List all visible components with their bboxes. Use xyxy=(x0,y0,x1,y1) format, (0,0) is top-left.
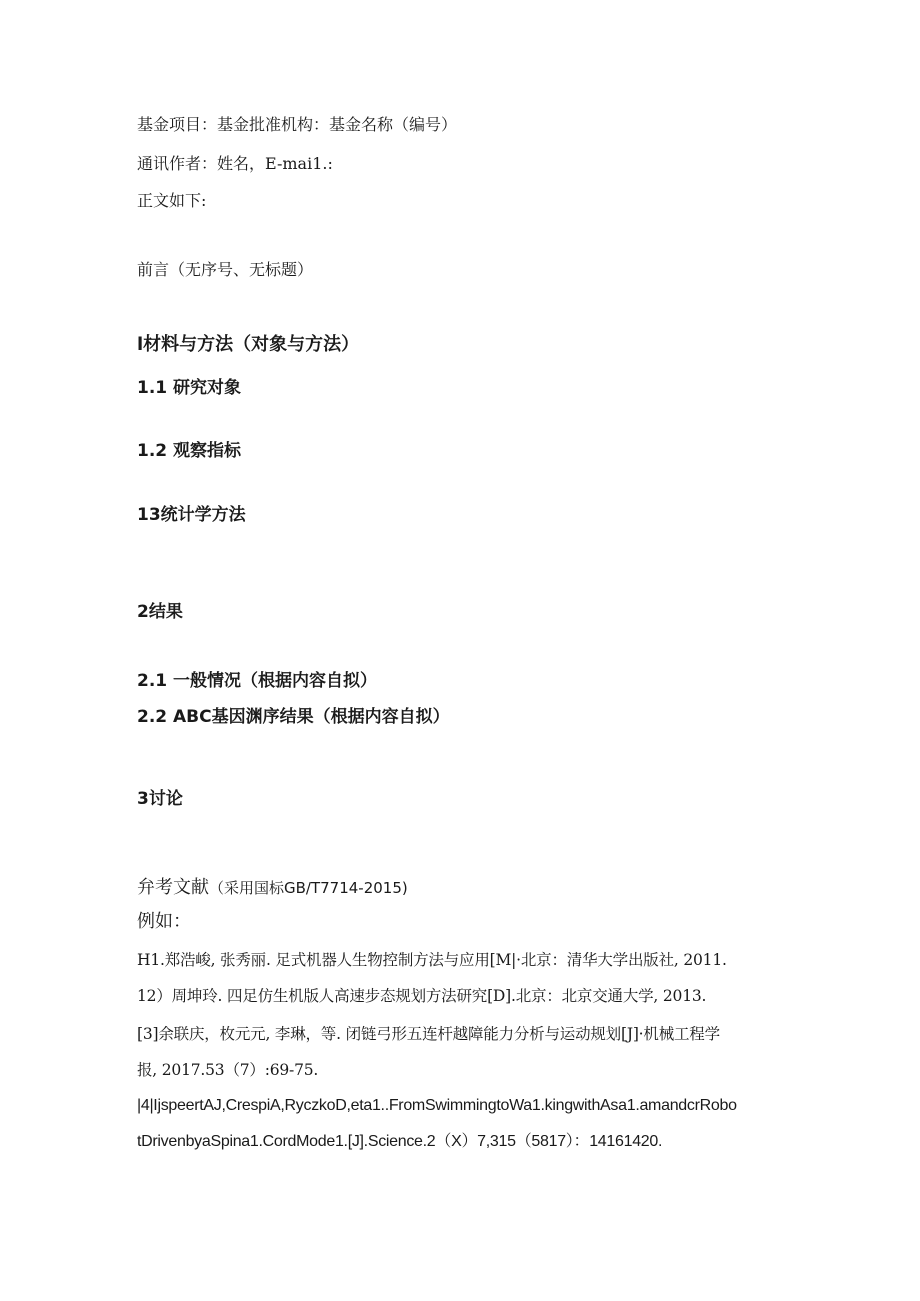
reference-item: |4|IjspeertAJ,CrespiA,RyczkoD,eta1..FromSwimmingtoWa1.kingwithAsa1.amandcrRobo xyxy=(137,1097,737,1114)
references-standard-note: （采用国标GB/T7714-2015) xyxy=(209,879,408,897)
section-2-1-heading xyxy=(137,673,377,690)
preface-line: 前言（无序号、无标题） xyxy=(137,260,314,279)
section-2-2-heading xyxy=(137,709,450,726)
reference-item: 12）周坤玲. 四足仿生机版人高速步态规划方法研究[D].北京：北京交通大学, 2013. xyxy=(137,987,707,1005)
section-1-1-heading xyxy=(137,380,241,397)
section-3-heading: 3讨论 xyxy=(137,789,183,809)
section-1-3-heading: 13统计学方法 xyxy=(137,505,246,525)
section-2-heading: 2结果 xyxy=(137,602,183,622)
body-intro-line: 正文如下: xyxy=(137,191,207,210)
reference-item: H1.郑浩峻, 张秀丽. 足式机器人生物控制方法与应用[M|·北京：清华大学出版社, 2011. xyxy=(137,951,727,969)
corresponding-author-line: 通讯作者：姓名，E-mai1.: xyxy=(137,154,333,173)
section-title: ABC基因渊序结果（根据内容自拟） xyxy=(173,707,450,727)
references-heading xyxy=(137,879,408,897)
reference-item: [3]余联庆，枚元元, 李琳，等. 闭链弓形五连杆越障能力分析与运动规划[J]·机械工程学 xyxy=(137,1025,720,1043)
section-1-2-heading xyxy=(137,443,241,460)
section-title: 观察指标 xyxy=(173,441,241,461)
section-number: 1.2 xyxy=(137,441,168,461)
example-label: 例如： xyxy=(137,911,191,932)
section-number: 1.1 xyxy=(137,378,168,398)
reference-item-continuation: tDrivenbyaSpina1.CordMode1.[J].Science.2（X）7,315（5817）：14161420. xyxy=(137,1133,663,1150)
section-number: 2.2 xyxy=(137,707,168,727)
section-1-heading: l材料与方法（对象与方法） xyxy=(137,334,360,355)
section-number: 2.1 xyxy=(137,671,168,691)
references-title: 弁考文献 xyxy=(137,877,209,898)
fund-line: 基金项目：基金批准机构：基金名称（编号） xyxy=(137,115,458,134)
reference-item-continuation: 报, 2017.53（7）:69-75. xyxy=(137,1061,319,1079)
section-title: 一般情况（根据内容自拟） xyxy=(173,671,377,691)
section-title: 研究对象 xyxy=(173,378,241,398)
